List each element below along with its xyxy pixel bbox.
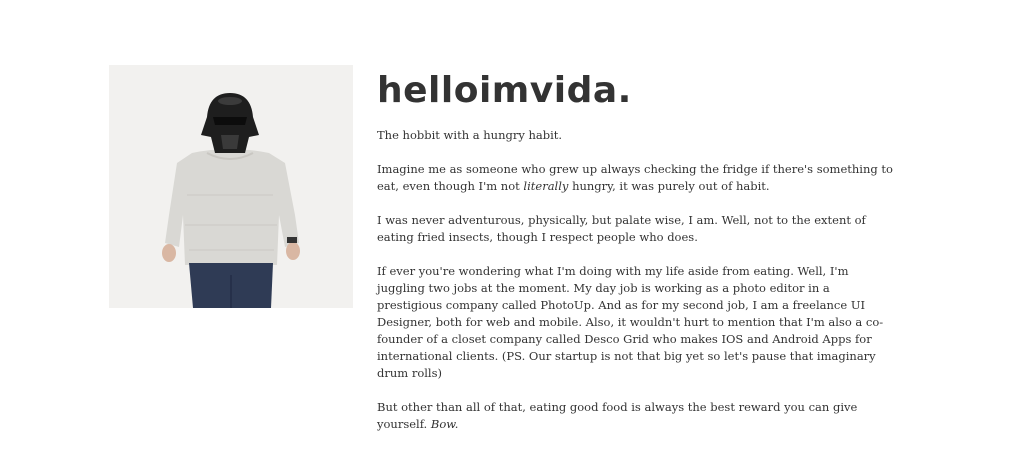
paragraph-habit [377,161,897,195]
paragraph-closing [377,399,897,433]
emphasis-literally: literally [523,179,569,193]
about-content [377,68,897,433]
darth-vader-helmet-portrait [109,65,353,308]
paragraph-closing-text: But other than all of that, eating good food is always the best reward you can give yourself. [377,400,858,431]
profile-photo [109,65,353,308]
paragraph-adventurous: I was never adventurous, physically, but palate wise, I am. Well, not to the extent of eating fried insects, though I respect people who does. [377,213,866,244]
page-title: helloimvida. [377,70,632,111]
paragraph-jobs: If ever you're wondering what I'm doing with my life aside from eating. Well, I'm juggling two jobs at the moment. My day job is working as a photo editor in a prestigious company called PhotoUp. And as for my second job, I am a freelance UI Designer, both for web and mobile. Also, it wouldn't hurt to mention that I'm also a co-founder of a closet company called Desco Grid who makes IOS and Android Apps for international clients. (PS. Our startup is not that big yet so let's pause that imaginary drum rolls) [377,264,884,380]
emphasis-bow: Bow. [430,417,459,431]
paragraph-habit-text-end: hungry, it was purely out of habit. [568,179,770,193]
tagline: The hobbit with a hungry habit. [377,128,563,142]
paragraph-habit-text-start: Imagine me as someone who grew up always checking the fridge if there's something to eat, even though I'm not [377,162,893,193]
